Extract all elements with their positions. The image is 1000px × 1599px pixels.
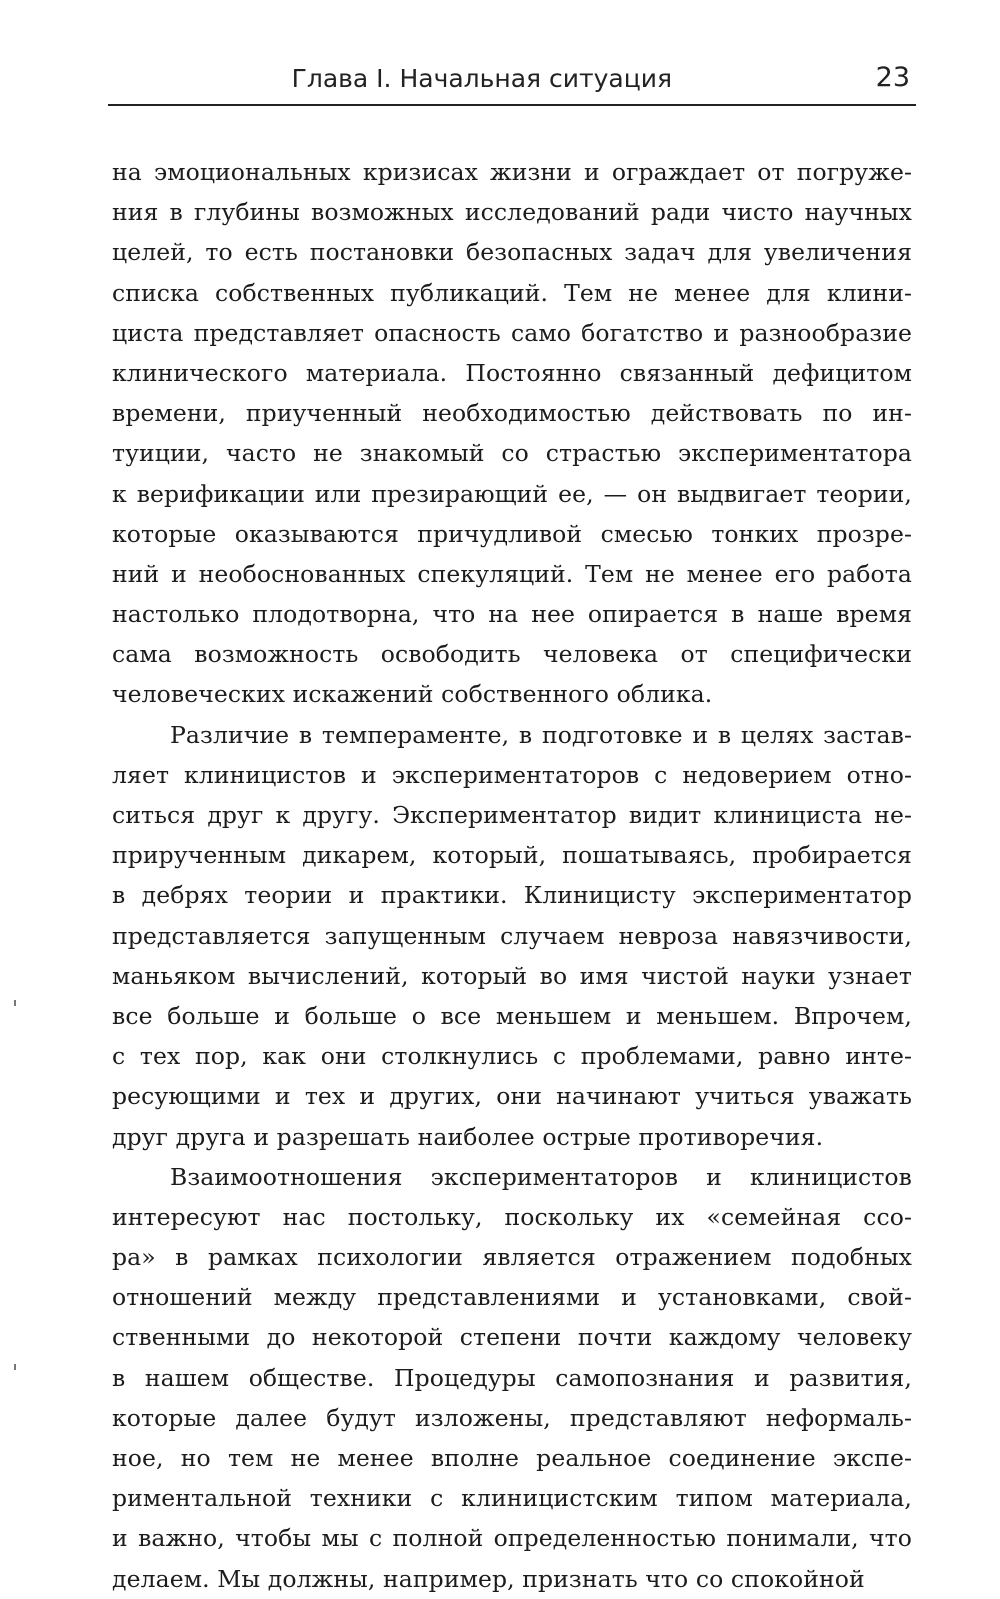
text-line: с тех пор, как они столкнулись с проблемами, равно инте- (112, 1042, 912, 1071)
text-line: к верификации или презирающий ее, — он выдвигает теории, (112, 479, 912, 508)
margin-mark (14, 1000, 16, 1006)
text-line: человеческих искажений собственного облика. (112, 680, 713, 709)
text-line: ний и необоснованных спекуляций. Тем не менее его работа (112, 559, 912, 588)
text-line: все больше и больше о все меньшем и меньшем. Впрочем, (112, 1001, 912, 1030)
text-line: ра» в рамках психологии является отражением подобных (112, 1243, 912, 1272)
running-header (108, 60, 916, 100)
text-line: отношений между представлениями и установками, свой- (112, 1283, 912, 1312)
paragraph (112, 715, 912, 1157)
chapter-title: Глава I. Начальная ситуация (291, 64, 672, 93)
text-line: настолько плодотворна, что на нее опирается в наше время (112, 600, 912, 629)
page-number: 23 (875, 62, 910, 93)
margin-mark (14, 1364, 16, 1370)
header-rule (108, 104, 916, 106)
body-text (112, 152, 912, 1599)
text-line: ситься друг к другу. Экспериментатор видит клинициста не- (112, 801, 912, 829)
text-line: ное, но тем не менее вполне реальное соединение экспе- (112, 1444, 912, 1472)
text-line: друг друга и разрешать наиболее острые противоречия. (112, 1122, 824, 1151)
text-line: ресующими и тех и других, они начинают учиться уважать (112, 1082, 912, 1111)
text-line: целей, то есть постановки безопасных задач для увеличения (112, 238, 912, 267)
text-line: и важно, чтобы мы с полной определенностью понимали, что (112, 1524, 912, 1553)
text-line: списка собственных публикаций. Тем не менее для клини- (112, 278, 912, 307)
text-line: риментальной техники с клиницистским типом материала, (112, 1484, 912, 1513)
text-line: туиции, часто не знакомый со страстью экспериментатора (112, 439, 912, 468)
text-line: представляется запущенным случаем невроза навязчивости, (112, 921, 912, 950)
text-line: клинического материала. Постоянно связанный дефицитом (112, 358, 912, 387)
text-line: в дебрях теории и практики. Клиницисту экспериментатор (112, 881, 912, 910)
text-line: в нашем обществе. Процедуры самопознания и развития, (112, 1363, 912, 1392)
text-line: прирученным дикарем, который, пошатываясь, пробирается (112, 841, 912, 870)
paragraph (112, 1157, 912, 1599)
text-line: ния в глубины возможных исследований ради чисто научных (112, 198, 912, 227)
text-line: Взаимоотношения экспериментаторов и клиницистов (170, 1162, 912, 1191)
text-line: интересуют нас постольку, поскольку их «семейная ссо- (112, 1202, 912, 1231)
text-line: сама возможность освободить человека от специфически (112, 640, 912, 669)
text-line: маньяком вычислений, который во имя чистой науки узнает (112, 961, 912, 990)
text-line: которые оказываются причудливой смесью тонких прозре- (112, 519, 912, 548)
text-line: времени, приученный необходимостью действовать по ин- (112, 399, 912, 428)
text-line: циста представляет опасность само богатство и разнообразие (112, 318, 912, 347)
paragraph (112, 152, 912, 715)
text-line: на эмоциональных кризисах жизни и ограждает от погруже- (112, 158, 912, 186)
text-line: ственными до некоторой степени почти каждому человеку (112, 1323, 912, 1352)
text-line: ляет клиницистов и экспериментаторов с недоверием отно- (112, 760, 912, 789)
text-line: Различие в темпераменте, в подготовке и в целях застав- (170, 720, 912, 749)
text-line: которые далее будут изложены, представляют неформаль- (112, 1403, 912, 1432)
text-line: делаем. Мы должны, например, признать что со спокойной (112, 1564, 865, 1593)
